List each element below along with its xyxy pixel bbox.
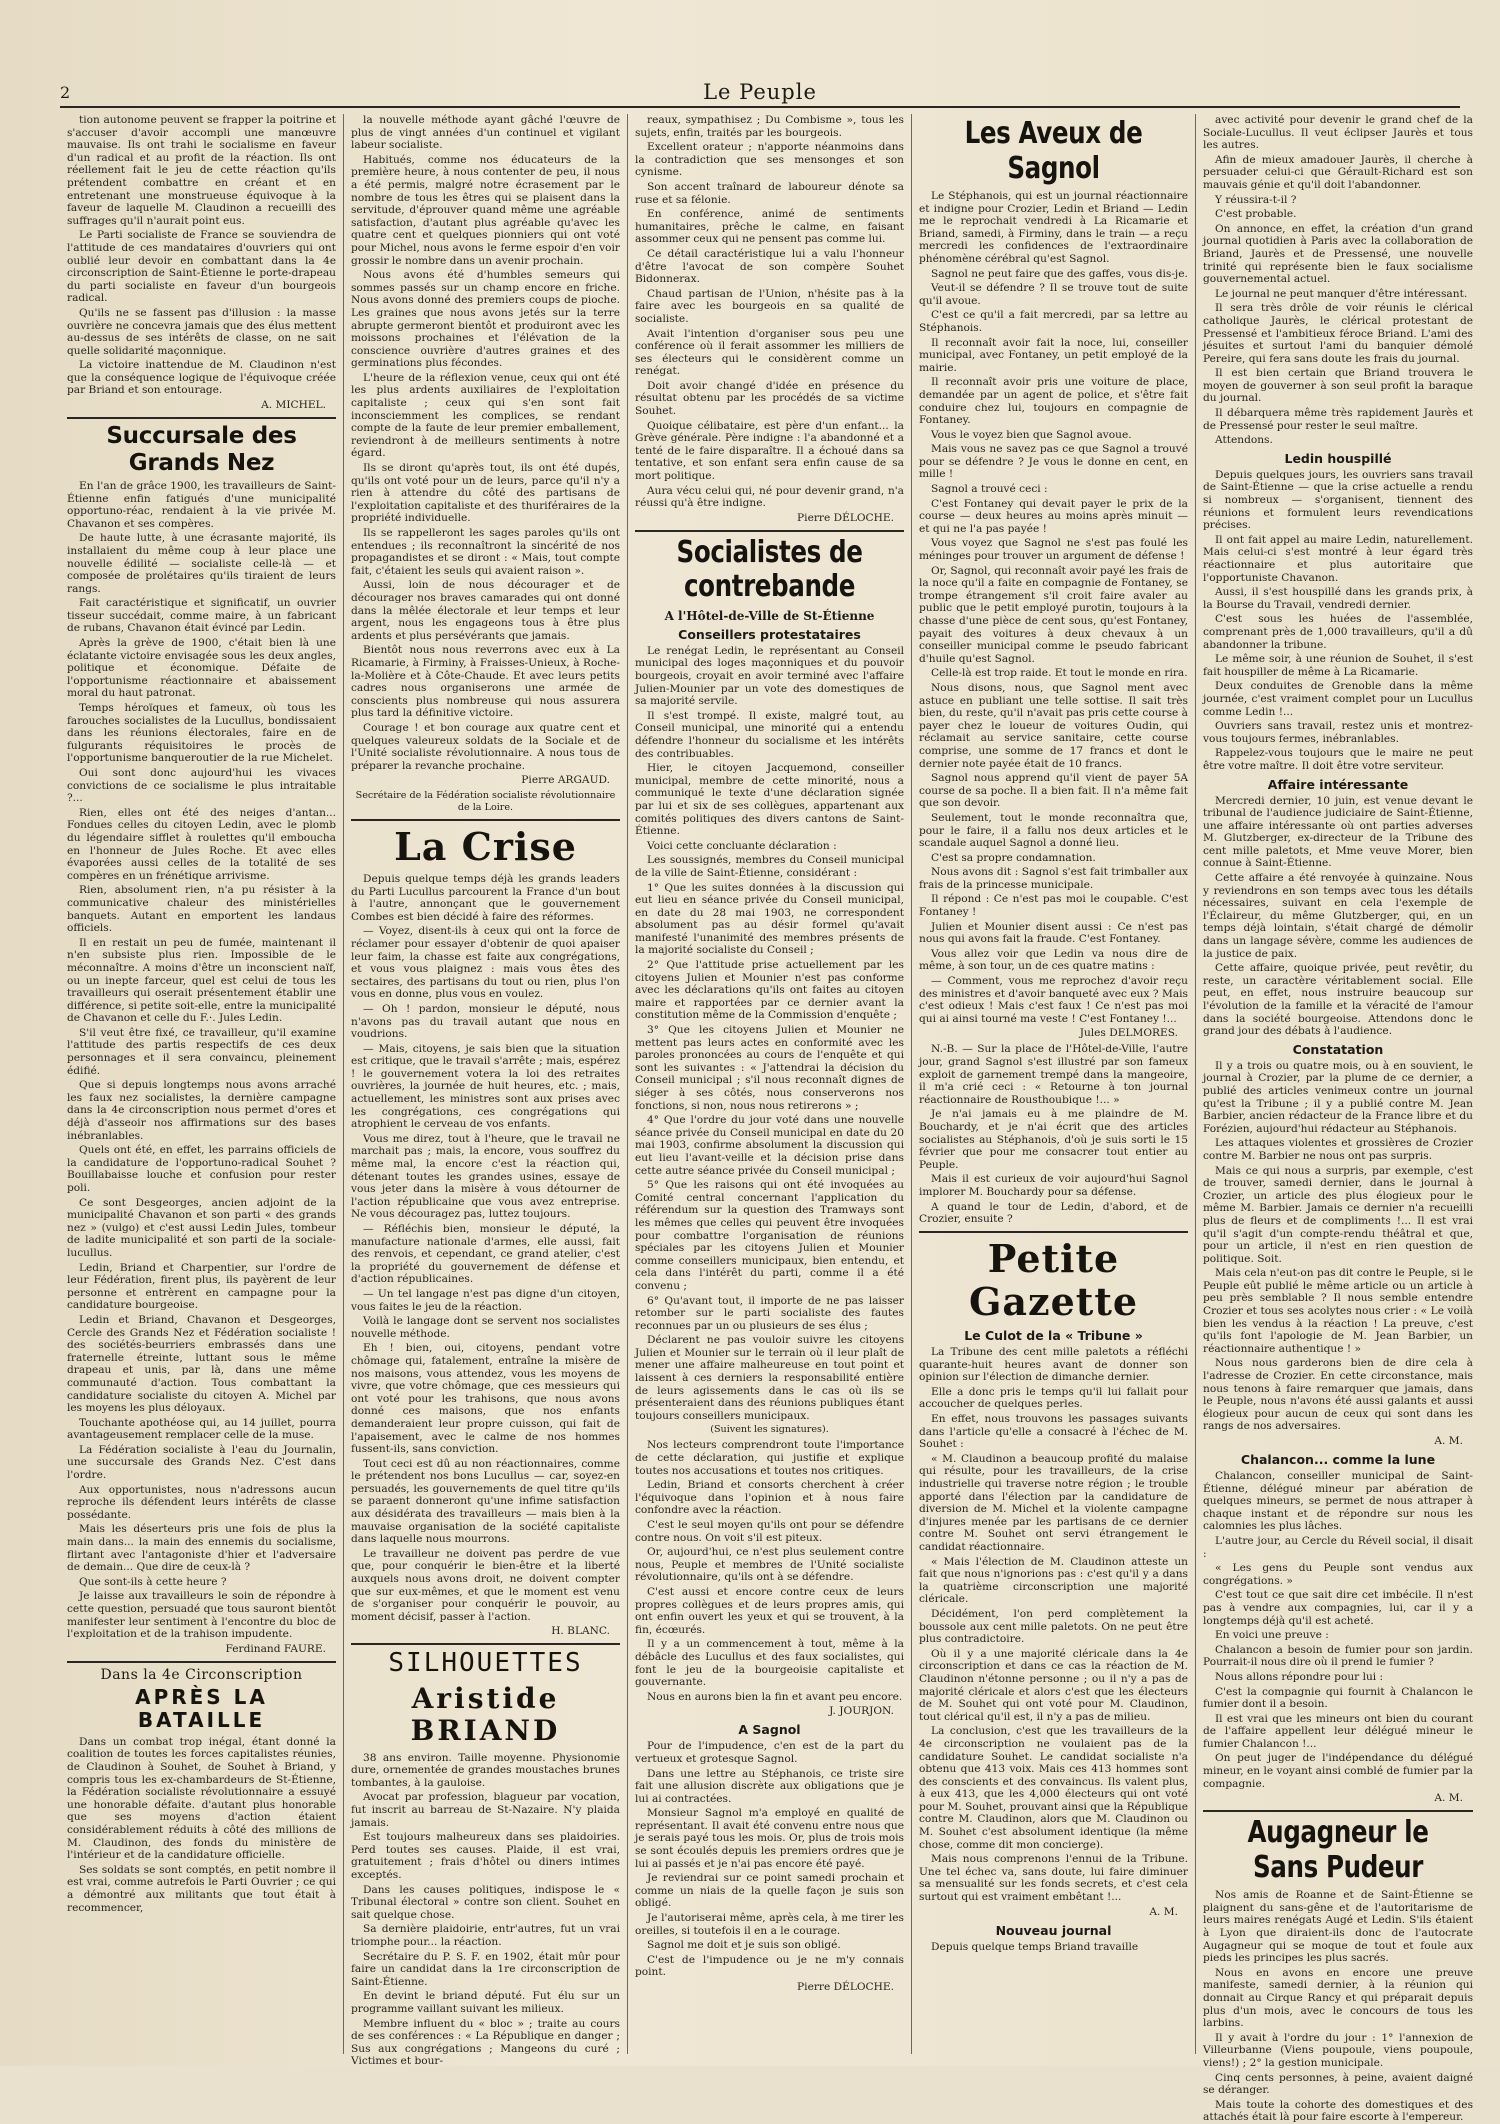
article-paragraph: Nous en avons en encore une preuve manifeste, samedi dernier, à la réunion qui donnait au Cirque Rancy et qui préparait depuis plus d'un mois, avec le concours de tous les larbins.: [1203, 1966, 1473, 2030]
article-paragraph: C'est ce qu'il a fait mercredi, par sa lettre au Stéphanois.: [919, 309, 1188, 334]
article-paragraph: Celle-là est trop raide. Et tout le monde en rira.: [931, 667, 1188, 680]
article-paragraph: reaux, sympathisez ; Du Combisme », tous les sujets, enfin, traités par les bourgeois.: [635, 114, 904, 139]
article-paragraph: Le renégat Ledin, le représentant au Conseil municipal des loges maçonniques et du pouvoir bourgeois, croyait en avoir terminé avec l'affaire Julien-Mounier par un vote des domestiques de sa majorité servile.: [635, 644, 904, 708]
article-paragraph: Depuis quelque temps déjà les grands leaders du Parti Lucullus parcourent la France d'un bout à l'autre, annonçant que le gouvernement Combes est bien décidé à faire des réformes.: [351, 872, 620, 923]
article-paragraph: Veut-il se défendre ? Il se trouve tout de suite qu'il avoue.: [919, 282, 1188, 307]
article-paragraph: C'est sous les huées de l'assemblée, comprenant près de 1,000 travailleurs, qu'il a dû abandonner la tribune.: [1203, 613, 1473, 651]
article-paragraph: Ouvriers sans travail, restez unis et montrez-vous toujours fermes, inébranlables.: [1203, 720, 1473, 745]
article-paragraph: En l'an de grâce 1900, les travailleurs de Saint-Étienne enfin fatigués d'une municipalité opportuno-réac, rendaient à la vie privée M. Chavanon et ses compères.: [67, 479, 336, 530]
article-paragraph: Vous voyez que Sagnol ne s'est pas foulé les méninges pour trouver un argument de défense !: [919, 537, 1188, 563]
article-signature: J. JOURJON.: [829, 1705, 894, 1718]
article-paragraph: Aux opportunistes, nous n'adressons aucun reproche ils défendent leurs intérêts de classe possédante.: [67, 1483, 336, 1521]
article-paragraph: Cinq cents personnes, à peine, avaient daigné se déranger.: [1203, 2071, 1473, 2097]
article-paragraph: Que sont-ils à cette heure ?: [79, 1575, 227, 1588]
article-paragraph: Y réussira-t-il ?: [1215, 193, 1297, 206]
section-subheading: Conseillers protestataires: [678, 626, 861, 642]
article-signature: Pierre DÉLOCHE.: [797, 511, 894, 524]
article-paragraph: « Les gens du Peuple sont vendus aux congrégations. »: [1203, 1562, 1473, 1587]
article-signature: A. M.: [1434, 1792, 1463, 1805]
article-paragraph: Oui sont donc aujourd'hui les vivaces convictions de ce socialisme le plus intraitable ?...: [67, 767, 336, 805]
article-paragraph: Rien, elles ont été des neiges d'antan... Fondues celles du citoyen Ledin, avec le plomb du légendaire sifflet à roulettes qu'il emboucha en l'honneur de Jules Roche. Et avec elles évaporées aussi celles de la totalité de ses compères en un frénétique arrivisme.: [67, 806, 336, 882]
section-subheading: Le Culot de la « Tribune »: [964, 1328, 1143, 1344]
article-paragraph: Les attaques violentes et grossières de Crozier contre M. Barbier ne nous ont pas surpris.: [1203, 1137, 1473, 1162]
article-paragraph: 4° Que l'ordre du jour voté dans une nouvelle séance privée du Conseil municipal en date du 20 mai 1903, confirme absolument la discussion qui eut lieu l'avant-veille et la décision prise dans cette autre séance privée du Conseil municipal ;: [635, 1114, 904, 1177]
article-headline: Petite Gazette: [968, 1235, 1139, 1325]
article-paragraph: Eh ! bien, oui, citoyens, pendant votre chômage qui, fatalement, entraîne la misère de nos maisons, vous attendez, vous les moyens de vivre, que votre chômage, que ces messieurs qui ont voté pour les trahisons, que nous avons donné ces maisons, que nos enfants demanderaient leur propre cuisson, qui fait de l'apaisement, avec le calme de nos hommes fussent-ils, sans conviction.: [351, 1342, 620, 1456]
article-paragraph: — Réfléchis bien, monsieur le député, la manufacture nationale d'armes, elle aussi, fait des renvois, et cependant, ce grand atelier, c'est la propriété du gouvernement de défense et d'action républicaines.: [351, 1223, 620, 1286]
article-paragraph: Il ont fait appel au maire Ledin, naturellement. Mais celui-ci s'est montré à leur égard très réactionnaire et plus autoritaire que l'opportuniste Chavanon.: [1203, 533, 1473, 584]
article-paragraph: 1° Que les suites données à la discussion qui eut lieu en séance privée du Conseil municipal, en date du 28 mai 1903, ne correspondent absolument pas au désir formel qu'avait manifesté l'unanimité des membres présents de la majorité socialiste du Conseil ;: [635, 881, 904, 957]
article-signature: Jules DELMORES.: [1079, 1027, 1178, 1040]
article-paragraph: Mais nous comprenons l'ennui de la Tribune. Une tel échec va, sans doute, lui faire diminuer sa mensualité sur les fonds secrets, et c'est cela surtout qui est vraiment embêtant !...: [919, 1853, 1188, 1904]
article-paragraph: 2° Que l'attitude prise actuellement par les citoyens Julien et Mounier n'est pas conforme avec les déclarations qu'ils ont faites au citoyen maire et rapportées par ce dernier avant la constitution même de la Commission d'enquête ;: [635, 959, 904, 1022]
article-paragraph: En devint le briand député. Fut élu sur un programme vaillant suivant les milieux.: [351, 1990, 620, 2015]
article-kicker: Dans la 4e Circonscription: [100, 1666, 303, 1683]
article-paragraph: Attendons.: [1215, 434, 1273, 447]
section-subheading: Constatation: [1292, 1041, 1384, 1057]
article-paragraph: Rien, absolument rien, n'a pu résister à la communicative chaleur des ministérielles banquets. Autant en emportent les landaus officiels.: [67, 884, 336, 935]
article-paragraph: Il débarquera même très rapidement Jaurès et de Pressensé pour rester le seul maître.: [1203, 407, 1473, 432]
article-paragraph: Chalancon, conseiller municipal de Saint-Étienne, délégué mineur par abération de quelques mineurs, se permet de nous attraper à chaque instant et de répondre sur nous les calomnies les plus lâches.: [1203, 1470, 1473, 1533]
article-paragraph: Sagnol nous apprend qu'il vient de payer 5A course de sa poche. Il a bien fait. Il n'a même fait que son devoir.: [919, 772, 1188, 810]
article-paragraph: Rappelez-vous toujours que le maire ne peut être votre maître. Il doit être votre serviteur.: [1203, 747, 1473, 772]
article-paragraph: « M. Claudinon a beaucoup profité du malaise qui résulte, pour les travailleurs, de la crise industrielle qui traverse notre région ; le trouble apporté dans l'élection par la candidature de diversion de M. Michel et la violente campagne d'injures menée par les partisans de ce dernier contre M. Souhet ont servi étrangement le candidat réactionnaire.: [919, 1452, 1188, 1553]
article-paragraph: A quand le tour de Ledin, d'abord, et de Crozier, ensuite ?: [919, 1200, 1188, 1226]
article-paragraph: Depuis quelques jours, les ouvriers sans travail de Saint-Étienne — que la crise actuelle a rendu si nombreux — s'organisent, tiennent des réunions et formulent leurs revendications précises.: [1203, 468, 1473, 532]
article-paragraph: C'est la compagnie qui fournit à Chalancon le fumier dont il a besoin.: [1203, 1685, 1473, 1711]
article-paragraph: N.-B. — Sur la place de l'Hôtel-de-Ville, l'autre jour, grand Sagnol s'est illustré par son fameux exploit de garnement trempé dans la mangeoire, il m'a crié ceci : « Retourne à ton journal réactionnaire de Rousthoubique !... »: [919, 1043, 1188, 1106]
article-paragraph: Il est bien certain que Briand trouvera le moyen de gouverner à son seul profit la baraque du journal.: [1203, 367, 1473, 405]
article-paragraph: — Comment, vous me reprochez d'avoir reçu des ministres et d'avoir banqueté avec eux ? Mais c'est odieux ! Mais c'est faux ! Ce n'est pas moi qui ai ainsi tourné ma veste ! C'est Fontaney !...: [919, 975, 1188, 1025]
article-paragraph: Mais vous ne savez pas ce que Sagnol a trouvé pour se défendre ? Je vous le donne en cent, en mille !: [919, 443, 1188, 481]
article-paragraph: Voilà le langage dont se servent nos socialistes nouvelle méthode.: [351, 1315, 620, 1340]
article-paragraph: Quoique célibataire, est père d'un enfant... la Grève générale. Père indigne : l'a abandonné et a tenté de le faire disparaître. Il a échoué dans sa tentative, et son enfant sera enfin cause de sa mort politique.: [635, 419, 904, 483]
article-headline: APRÈS LA BATAILLE: [135, 1684, 268, 1732]
article-paragraph: la nouvelle méthode ayant gâché l'œuvre de plus de vingt années d'un continuel et vigilant labeur socialiste.: [351, 114, 620, 152]
article-paragraph: Ce détail caractéristique lui a valu l'honneur d'être l'avocat de son compère Souhet Bidonnerax.: [635, 247, 904, 286]
article-paragraph: 5° Que les raisons qui ont été invoquées au Comité central concernant l'application du référendum sur la question des Tramways sont les mêmes que celles qui peuvent être invoquées pour combattre l'organisation de réunions spéciales par les citoyens Julien et Mounier comme conseillers municipaux, bien entendu, et cela dans l'intérêt du parti, comme il a été convenu ;: [635, 1179, 904, 1292]
article-paragraph: Déclarent ne pas vouloir suivre les citoyens Julien et Mounier sur le terrain où il leur plaît de mener une affaire malheureuse en tout point et laissent à ces derniers la responsabilité entière de leurs agissements dans le cas où ils se présenteraient dans des réunions publiques étant toujours conseillers municipaux.: [635, 1334, 904, 1422]
article-subheading: A l'Hôtel-de-Ville de St-Étienne: [664, 608, 875, 623]
article-paragraph: La victoire inattendue de M. Claudinon n'est que la conséquence logique de l'équivoque créée par Briand et son entourage.: [67, 359, 336, 397]
article-paragraph: Aussi, loin de nous décourager et de décourager nos braves camarades qui ont donné dans la mêlée électorale et leur temps et leur argent, nous les engageons tous à être plus ardents et plus persévérants que jamais.: [351, 579, 620, 642]
article-headline: SILHOUETTES: [388, 1648, 583, 1679]
article-paragraph: Temps héroïques et fameux, où tous les farouches socialistes de la Lucullus, bondissaient dans les réunions électorales, faire en de fulgurants réquisitoires le procès de l'opportunisme banqueroutier de la rue Michelet.: [67, 702, 336, 765]
article-paragraph: Le Parti socialiste de France se souviendra de l'attitude de ces mandataires d'ouvriers qui ont oublié leur devoir en combattant dans la 4e circonscription de Saint-Étienne le porte-drapeau du parti socialiste en faveur d'un bourgeois radical.: [67, 229, 336, 305]
article-paragraph: Mais ce qui nous a surpris, par exemple, c'est de trouver, samedi dernier, dans le journal à Crozier, un article des plus élogieux pour le même M. Barbier. Jamais ce dernier n'a recueilli plus de fleurs et de compliments !... Il est vrai qu'il s'agit d'un compte-rendu théâtral et que, pour un article, il n'est en rien question de politique. Soit.: [1203, 1164, 1473, 1265]
article-paragraph: Vous le voyez bien que Sagnol avoue.: [931, 428, 1132, 441]
article-paragraph: Monsieur Sagnol m'a employé en qualité de représentant. Il avait été convenu entre nous que je serais payé tous les mois. Or, plus de trois mois se sont écoulés depuis les premiers ordres que je lui ai passés et je n'ai pas encore été payé.: [635, 1807, 904, 1870]
article-signature: Pierre ARGAUD.: [521, 774, 610, 787]
article-paragraph: 38 ans environ. Taille moyenne. Physionomie dure, ornementée de grandes moustaches brunes tombantes, à la gauloise.: [351, 1751, 620, 1789]
article-paragraph: Sagnol me doit et je suis son obligé.: [647, 1939, 841, 1952]
article-headline: Aristide BRIAND: [410, 1682, 561, 1748]
article-paragraph: L'autre jour, au Cercle du Réveil social, il disait :: [1203, 1534, 1473, 1560]
article-paragraph: Est toujours malheureux dans ses plaidoiries. Perd toutes ses causes. Plaide, il est vrai, gratuitement ; frais d'hôtel ou diners intimes exceptés.: [351, 1831, 620, 1882]
article-paragraph: Le journal ne peut manquer d'être intéressant.: [1215, 287, 1468, 300]
article-signature: A. M.: [1149, 1905, 1178, 1918]
article-paragraph: Touchante apothéose qui, au 14 juillet, pourra avantageusement remplacer celle de la muse.: [67, 1416, 336, 1442]
article-paragraph: C'est de l'impudence ou je ne m'y connais point.: [635, 1953, 904, 1979]
article-paragraph: Pour de l'impudence, c'en est de la part du vertueux et grotesque Sagnol.: [635, 1740, 904, 1765]
section-subheading: Nouveau journal: [995, 1922, 1112, 1938]
article-paragraph: 3° Que les citoyens Julien et Mounier ne mettent pas leurs actes en conformité avec les paroles prononcées au cours de l'enquête et qui sont les suivantes : « J'attendrai la décision du Conseil municipal ; s'il nous reconnaît dignes de siéger à ses côtés, nous conserverons nos fonctions, si non, nous nous retirerons » ;: [635, 1024, 904, 1112]
article-paragraph: Ils se rappelleront les sages paroles qu'ils ont entendues ; ils reconnaîtront la sincérité de nos propagandistes et se diront : « Mais, tout compte fait, c'étaient les seuls qui avaient raison ».: [351, 527, 620, 577]
article-paragraph: Nous avons dit : Sagnol s'est fait trimballer aux frais de la princesse municipale.: [919, 866, 1188, 891]
article-paragraph: Depuis quelque temps Briand travaille: [931, 1940, 1139, 1953]
article-paragraph: Habitués, comme nos éducateurs de la première heure, à nous contenter de peu, il nous a été permis, malgré notre écrasement par le nombre de tous les êtres qui se plaisent dans la servitude, d'éprouver quand même une agréable satisfaction, d'autant plus agréable qu'avec les quatre cent et quelques pionniers qui ont voté pour Michel, nous avons le ferme espoir d'en voir grossir le nombre dans un avenir prochain.: [351, 153, 620, 267]
article-paragraph: Il reconnaît avoir fait la noce, lui, conseiller municipal, avec Fontaney, un petit employé de la mairie.: [919, 336, 1188, 374]
article-paragraph: Avocat par profession, blagueur par vocation, fut inscrit au barreau de St-Nazaire. N'y plaida jamais.: [351, 1791, 620, 1829]
article-paragraph: Je laisse aux travailleurs le soin de répondre à cette question, persuadé que tous sauront bientôt manifester leur sentiment à l'encontre du bloc de l'exploitation et de la trahison impudente.: [67, 1590, 336, 1641]
article-paragraph: Mais les déserteurs pris une fois de plus la main dans... la main des ennemis du socialisme, flirtant avec l'antagoniste d'hier et l'adversaire de demain... Que dire de ceux-là ?: [67, 1523, 336, 1574]
column-5: [1196, 114, 1480, 2124]
article-paragraph: Que si depuis longtemps nous avons arraché les faux nez socialistes, la dernière campagne dans la 4e circonscription nous permet d'ores et déjà d'asseoir nos affirmations sur des bases inébranlables.: [67, 1079, 336, 1142]
article-paragraph: 6° Qu'avant tout, il importe de ne pas laisser retomber sur le parti socialiste des fautes reconnues par un ou plusieurs de ses élus ;: [635, 1294, 904, 1332]
column-rule: [351, 1643, 620, 1645]
column-rule: [635, 530, 904, 532]
article-paragraph: S'il veut être fixé, ce travailleur, qu'il examine l'attitude des partis respectifs de ces deux personnages et il sera convaincu, pleinement édifié.: [67, 1026, 336, 1077]
article-paragraph: C'est probable.: [1215, 208, 1297, 221]
article-paragraph: Il sera très drôle de voir réunis le clérical catholique Jaurès, le clérical protestant de Pressensé et l'ambitieux féroce Briand. L'ami des jésuites et surtout l'ami du banquier démolé Pereire, qui fera sans doute les frais du journal.: [1203, 302, 1473, 365]
article-paragraph: Elle a donc pris le temps qu'il lui fallait pour accoucher de quelques perles.: [919, 1385, 1188, 1411]
article-paragraph: C'est aussi et encore contre ceux de leurs propres collègues et de leurs propres amis, qui ont enfin ouvert les yeux et qui se trouvent, à la fin, écœurés.: [635, 1585, 904, 1636]
article-paragraph: — Mais, citoyens, je sais bien que la situation est critique, que le travail s'arrête ; mais, espérez ! le gouvernement votera la loi des retraites ouvrières, la journée de huit heures, etc. ; mais, actuellement, les ministres sont aux prises avec les congrégations, ces congrégations qui atrophient le cerveau de vos enfants.: [351, 1042, 620, 1131]
article-paragraph: Or, aujourd'hui, ce n'est plus seulement contre nous, Peuple et membres de l'Unité socialiste révolutionnaire, qu'ils ont à se défendre.: [635, 1546, 904, 1584]
column-rule: [351, 819, 620, 821]
article-paragraph: Afin de mieux amadouer Jaurès, il cherche à persuader celui-ci que Gérault-Richard est son mauvais génie et qu'il doit l'abandonner.: [1203, 153, 1473, 191]
article-paragraph: Mais toute la cohorte des domestiques et des attachés était là pour faire escorte à l'empereur.: [1203, 2098, 1473, 2124]
article-signature: Pierre DÉLOCHE.: [797, 1981, 894, 1993]
article-paragraph: « Mais l'élection de M. Claudinon atteste un fait que nous n'ignorions pas : c'est qu'il y a dans la quatrième circonscription une majorité cléricale.: [919, 1555, 1188, 1606]
article-paragraph: Aura vécu celui qui, né pour devenir grand, n'a réussi qu'à être indigne.: [635, 484, 904, 510]
article-paragraph: Il y avait à l'ordre du jour : 1° l'annexion de Villeurbanne (Viens poupoule, viens poupoule, viens!) ; 2° la gestion municipale.: [1203, 2031, 1473, 2069]
column-rule: [1203, 1810, 1473, 1812]
column-1: [60, 114, 344, 2054]
article-paragraph: Il est vrai que les mineurs ont bien du courant de l'affaire appellent leur délégué mineur le fumier Chalancon !...: [1203, 1712, 1473, 1750]
article-paragraph: Je n'ai jamais eu à me plaindre de M. Bouchardy, et je n'ai écrit que des articles socialistes au Stéphanois, d'où je suis sorti le 15 février que pour me consacrer tout entier au Peuple.: [919, 1108, 1188, 1171]
columns: [60, 114, 1480, 2124]
article-paragraph: C'est Fontaney qui devait payer le prix de la course — deux heures au moins après minuit — et qui ne l'a pas payée !: [919, 497, 1188, 535]
article-paragraph: Nous avons été d'humbles semeurs qui sommes passés sur un champ encore en friche. Nous avons donné des premiers coups de pioche. Les graines que nous avons jetés sur la terre abrupte germeront bientôt et produiront avec les moissons prochaines et l'élévation de la conscience ouvrière d'autres graines et des germinations plus fécondes.: [351, 269, 620, 370]
article-paragraph: Avait l'intention d'organiser sous peu une conférence où il ferait assommer les milliers de ses électeurs qui le considèrent comme un renégat.: [635, 327, 904, 378]
article-paragraph: Quels ont été, en effet, les parrains officiels de la candidature de l'opportuno-radical Souhet ? Bouillabaisse louche et confusion pour rester poli.: [67, 1144, 336, 1194]
column-rule: [67, 1661, 336, 1663]
article-paragraph: Le même soir, à une réunion de Souhet, il s'est fait houspiller de même à La Ricamarie.: [1203, 653, 1473, 678]
article-paragraph: Doit avoir changé d'idée en présence du résultat obtenu par les procédés de sa victime Souhet.: [635, 379, 904, 418]
article-paragraph: Ledin, Briand et consorts cherchent à créer l'équivoque dans l'opinion et à nous faire confondre avec la réaction.: [635, 1479, 904, 1517]
section-subheading: Affaire intéressante: [1267, 776, 1409, 792]
article-paragraph: Deux conduites de Grenoble dans la même journée, c'est vraiment complet pour un Lucullus comme Ledin !...: [1203, 680, 1473, 718]
article-paragraph: En voici une preuve :: [1215, 1629, 1329, 1642]
article-paragraph: Julien et Mounier disent aussi : Ce n'est pas nous qui avons fait la fraude. C'est Fontaney.: [919, 920, 1188, 946]
article-paragraph: Nous disons, nous, que Sagnol ment avec astuce en publiant une telle sottise. Il sait très bien, du reste, qu'il n'avait pas pris cette course à payer chez le loueur de voitures Oudin, qui réclamait au service sanitaire, cette course comprise, une somme de 17 francs et dont le dernier note payée était de 10 francs.: [919, 681, 1188, 770]
article-paragraph: C'est le seul moyen qu'ils ont pour se défendre contre nous. On voit s'il est piteux.: [635, 1519, 904, 1544]
section-subheading: A Sagnol: [738, 1722, 801, 1738]
article-paragraph: Nous nous garderons bien de dire cela à l'adresse de Crozier. En cette circonstance, mais nous tenons à faire remarquer que jamais, dans le Peuple, nous n'avons été aussi galants et aussi élogieux pour aucun de ceux qui sont dans les rangs de nos adversaires.: [1203, 1357, 1473, 1433]
article-paragraph: La Tribune des cent mille paletots a réfléchi quarante-huit heures avant de donner son opinion sur l'élection de dimanche dernier.: [919, 1346, 1188, 1384]
article-paragraph: Nos amis de Roanne et de Saint-Étienne se plaignent du sans-gêne et de l'autoritarisme de leurs maires renégats Augé et Ledin. S'ils étaient à Lyon que diraient-ils donc de l'autocrate Augagneur qui se moque de tout et foule aux pieds les principes les plus sacrés.: [1203, 1889, 1473, 1965]
article-paragraph: Fait caractéristique et significatif, un ouvrier tisseur succédait, comme maire, à un fabricant de rubans, Chavanon était évincé par Ledin.: [67, 597, 336, 635]
article-paragraph: Nous en aurons bien la fin et avant peu encore.: [647, 1690, 903, 1703]
article-paragraph: Dans une lettre au Stéphanois, ce triste sire fait une allusion discrète aux obligations que je lui ai contractées.: [635, 1767, 904, 1805]
article-paragraph: Mercredi dernier, 10 juin, est venue devant le tribunal de l'audience judiciaire de Saint-Étienne, une affaire intéressante où ont parties adverses M. Glutzberger, ex-directeur de la Tribune des cent mille paletots, et Mme veuve Morer, bien connue à Saint-Étienne.: [1203, 794, 1473, 870]
article-paragraph: Courage ! et bon courage aux quatre cent et quelques valeureux soldats de la Sociale et de l'Unité socialiste révolutionnaire. A nous tous de préparer la revanche prochaine.: [351, 721, 620, 772]
article-paragraph: Ledin, Briand et Charpentier, sur l'ordre de leur Fédération, firent plus, ils payèrent de leur personne et entrèrent en campagne pour la candidature bourgeoise.: [67, 1261, 336, 1312]
article-paragraph: C'est sa propre condamnation.: [931, 851, 1096, 864]
article-paragraph: — Oh ! pardon, monsieur le député, nous n'avons pas du travail autant que nous en voudrions.: [351, 1002, 620, 1041]
article-signature: Secrétaire de la Fédération socialiste révolutionnaire de la Loire.: [355, 790, 616, 814]
masthead: [60, 78, 1460, 108]
article-paragraph: En effet, nous trouvons les passages suivants dans l'article qu'elle a consacré à l'échec de M. Souhet :: [919, 1413, 1188, 1451]
article-paragraph: Ce sont Desgeorges, ancien adjoint de la municipalité Chavanon et son parti « des grands nez » (vulgo) et c'est aussi Ledin Jules, tombeur de ladite municipalité et son parti de la sociale-lucullus.: [67, 1196, 336, 1259]
article-paragraph: Mais cela n'eut-on pas dit contre le Peuple, si le Peuple eût publié le même article ou un article à peu près semblable ? Il nous semble entendre Crozier et tous ses acolytes nous crier : « Le voilà bien les vendus à la réaction ! La preuve, c'est qu'ils font l'apologie de M. Jean Barbier, un réactionnaire authentique ! »: [1203, 1267, 1473, 1355]
article-headline: Augagneur le Sans Pudeur: [1247, 1815, 1429, 1885]
article-paragraph: Excellent orateur ; n'apporte néanmoins dans la contradiction que ses mensonges et son cynisme.: [635, 141, 904, 179]
article-paragraph: avec activité pour devenir le grand chef de la Sociale-Lucullus. Il veut éclipser Jaurès et tous les autres.: [1203, 114, 1473, 152]
article-paragraph: On peut juger de l'indépendance du délégué mineur, en le voyant ainsi comblé de fumier par la compagnie.: [1203, 1752, 1473, 1790]
article-paragraph: L'heure de la réflexion venue, ceux qui ont été les plus ardents auxiliaires de l'exploitation capitaliste ; ceux qui s'en sont fait inconsciemment les complices, se rendant compte de la faute de leur premier emballement, reviendront à de meilleurs sentiments à notre égard.: [351, 371, 620, 460]
article-paragraph: Le Stéphanois, qui est un journal réactionnaire et indigne pour Crozier, Ledin et Briand — Ledin me le reprochait vendredi à La Ricamarie et Briand, samedi, à Firminy, dans le train — a reçu mercredi les confidences de l'extraordinaire phénomène cérébral qu'est Sagnol.: [919, 190, 1188, 265]
article-paragraph: Après la grève de 1900, c'était bien là une éclatante victoire envisagée sous les deux angles, politique et économique. Défaite de l'opportunisme réactionnaire et abaissement moral du haut patronat.: [67, 637, 336, 700]
article-paragraph: — Un tel langage n'est pas digne d'un citoyen, vous faites le jeu de la réaction.: [351, 1287, 620, 1313]
article-paragraph: On annonce, en effet, la création d'un grand journal quotidien à Paris avec la collaboration de Briand, Jaurès et de Pressensé, une nouvelle trinité qui représente bien le faux socialisme gouvernemental actuel.: [1203, 222, 1473, 286]
article-paragraph: Nous allons répondre pour lui :: [1215, 1670, 1384, 1683]
article-signature: A. MICHEL.: [261, 399, 326, 412]
article-paragraph: Il reconnaît avoir pris une voiture de place, demandée par un agent de police, et s'être fait conduire chez lui, toujours en compagnie de Fontaney.: [919, 376, 1188, 427]
article-paragraph: Cette affaire a été renvoyée à quinzaine. Nous y reviendrons en son temps avec tous les détails nécessaires, suivant en cela l'exemple de l'Éclaireur, du même Glutzberger, qui, en un temps déjà lointain, s'était chargé de démolir dans un langage sévère, comme les audiences de la justice de paix.: [1203, 872, 1473, 960]
article-paragraph: Cette affaire, quoique privée, peut revêtir, du reste, un caractère véritablement social. Elle peut, en effet, nous instruire beaucoup sur l'évolution de la famille et la véracité de l'amour dans la société bourgeoise. Attendons donc le grand jour des débats à l'audience.: [1203, 962, 1473, 1038]
article-paragraph: — Voyez, disent-ils à ceux qui ont la force de réclamer pour essayer d'obtenir de quoi apaiser leur faim, la chasse est faite aux congrégations, et vous vous plaignez : mais vous êtes des sectaires, des partisans du tout ou rien, plus l'on vous en donne, plus vous en voulez.: [351, 925, 620, 1001]
article-paragraph: Où il y a une majorité cléricale dans la 4e circonscription et dans ce cas la réaction de M. Claudinon n'étonne personne ; ou il n'y a pas de majorité cléricale et alors c'est que les électeurs de M. Souhet qui ont voté pour M. Claudinon, tout clérical qu'il est, il n'y a pas de milieu.: [919, 1647, 1188, 1723]
article-paragraph: De haute lutte, à une écrasante majorité, ils installaient du même coup à leur place une nouvelle édilité — socialiste celle-là — et composée de prolétaires qu'ils tiraient de leurs rangs.: [67, 532, 336, 595]
article-headline: Les Aveux de Sagnol: [964, 116, 1143, 186]
article-paragraph: Chalancon a besoin de fumier pour son jardin. Pourrait-il nous dire où il prend le fumier ?: [1203, 1643, 1473, 1669]
article-paragraph: Ledin et Briand, Chavanon et Desgeorges, Cercle des Grands Nez et Fédération socialiste ! des sociétés-beurriers embrassés dans une fraternelle étreinte, luttant sous le même drapeau et unis, par là, dans une même communauté d'action. Tous combattant la candidature socialiste du citoyen A. Michel par les moyens les plus déloyaux.: [67, 1313, 336, 1415]
article-signature: Ferdinand FAURE.: [225, 1642, 326, 1655]
article-paragraph: Sagnol ne peut faire que des gaffes, vous dis-je.: [931, 267, 1188, 280]
article-paragraph: Ses soldats se sont comptés, en petit nombre il est vrai, comme autrefois le Parti Ouvrier ; ce qui a démontré aux militants que tout était à recommencer,: [67, 1863, 336, 1914]
newspaper-title: Le Peuple: [703, 80, 817, 104]
article-paragraph: Voici cette concluante déclaration :: [647, 839, 837, 852]
article-headline: Socialistes de contrebande: [676, 534, 863, 605]
article-paragraph: Les soussignés, membres du Conseil municipal de la ville de Saint-Étienne, considérant :: [635, 854, 904, 879]
section-subheading: Chalancon... comme la lune: [1240, 1452, 1436, 1467]
page-number: 2: [60, 82, 71, 102]
article-headline: La Crise: [394, 824, 577, 870]
section-subheading: Ledin houspillé: [1284, 450, 1392, 466]
article-headline: Succursale des Grands Nez: [106, 423, 297, 476]
article-paragraph: Je reviendrai sur ce point samedi prochain et comme un niais de la quelle façon je suis son obligé.: [635, 1872, 904, 1910]
article-paragraph: Dans les causes politiques, indispose le « Tribunal électoral » contre son client. Souhet en sait quelque chose.: [351, 1883, 620, 1921]
article-paragraph: En conférence, animé de sentiments humanitaires, prêche le calme, en faisant assommer ceux qui ne pensent pas comme lui.: [635, 208, 904, 246]
article-paragraph: Je l'autoriserai même, après cela, à me tirer les oreilles, si toutefois il en a le courage.: [635, 1912, 904, 1937]
column-2: [344, 114, 628, 2068]
article-paragraph: Ils se diront qu'après tout, ils ont été dupés, qu'ils ont voté pour un de leurs, parce qu'il n'y a rien à attendre du côté des partisans de l'exploitation capitaliste et des thuriféraires de la propriété individuelle.: [351, 462, 620, 525]
article-paragraph: Il en restait un peu de fumée, maintenant il n'en subsiste plus rien. Impossible de le méconnaître. A moins d'être un inconscient naïf, ou un inepte farceur, quel est celui de tous les travailleurs qui oserait présentement établir une différence, si petite soit-elle, entre la municipalité de Chavanon et celle du F.·. Jules Ledin.: [67, 936, 336, 1025]
article-paragraph: Il y a un commencement à tout, même à la débâcle des Lucullus et des faux socialistes, qui font le jeu de la bourgeoisie capitaliste et gouvernante.: [635, 1638, 904, 1689]
article-signature: H. BLANC.: [551, 1625, 610, 1638]
article-paragraph: Membre influent du « bloc » ; traite au cours de ses conférences : « La République en danger ; Sus aux congrégations ; Mangeons du curé ; Victimes et bour-: [351, 2017, 620, 2068]
article-paragraph: La conclusion, c'est que les travailleurs de la 4e circonscription ne voulaient pas de la candidature Souhet. Le candidat socialiste n'a obtenu que 413 voix. Mais ces 413 hommes sont des conscients et des convaincus. Ils valent plus, à eux 413, que les 4,000 électeurs qui ont voté pour M. Souhet, prouvant ainsi que la République contre M. Claudinon, alors que M. Claudinon ou M. Souhet c'est absolument identique (la même chose, comme dit mon concierge).: [919, 1725, 1188, 1851]
article-paragraph: Sa dernière plaidoirie, entr'autres, fut un vrai triomphe pour... la réaction.: [351, 1923, 620, 1948]
column-rule: [67, 417, 336, 419]
article-paragraph: Il y a trois ou quatre mois, ou à en souvient, le journal à Crozier, par la plume de ce dernier, a publié des articles venimeux contre un journal qu'est la Tribune ; il y a publié contre M. Jean Barbier, ancien rédacteur de la France libre et du Forézien, aujourd'hui rédacteur au Stéphanois.: [1203, 1059, 1473, 1135]
article-paragraph: Mais il est curieux de voir aujourd'hui Sagnol implorer M. Bouchardy pour sa défense.: [919, 1173, 1188, 1198]
column-rule: [919, 1231, 1188, 1233]
article-paragraph: Le travailleur ne doivent pas perdre de vue que, pour conquérir le bien-être et la liberté auxquels nous avons droit, ne doivent compter que sur eux-mêmes, et que le moment est venu de s'organiser pour conquérir le pouvoir, au moment décisif, passer à l'action.: [351, 1547, 620, 1623]
article-paragraph: Hier, le citoyen Jacquemond, conseiller municipal, membre de cette minorité, nous a communiqué le texte d'une déclaration signée par lui et six de ses collègues, appartenant aux comités politiques des divers cantons de Saint-Étienne.: [635, 762, 904, 838]
article-signature: (Suivent les signatures).: [710, 1424, 829, 1436]
article-paragraph: Dans un combat trop inégal, étant donné la coalition de toutes les forces capitalistes réunies, de Claudinon à Souhet, de Souhet à Briand, y compris tous les ex-chambardeurs de St-Étienne, la Fédération socialiste révolutionnaire a essuyé une honorable défaite. d'autant plus honorable que ses moyens d'action étaient considérablement réduits à côté des millions de M. Claudinon, des fonds du ministère de l'intérieur et de la candidature officielle.: [67, 1735, 336, 1862]
article-paragraph: Seulement, tout le monde reconnaîtra que, pour le faire, il a fallu nos deux articles et le scandale auquel Sagnol a donné lieu.: [919, 811, 1188, 850]
article-paragraph: Décidément, l'on perd complètement la boussole aux cent mille paletots. On ne peut être plus contradictoire.: [919, 1607, 1188, 1646]
article-paragraph: Chaud partisan de l'Union, n'hésite pas à la faire avec les bourgeois en sa qualité de socialiste.: [635, 287, 904, 325]
article-paragraph: Secrétaire du P. S. F. en 1902, était mûr pour faire un candidat dans la 1re circonscription de Saint-Étienne.: [351, 1950, 620, 1988]
article-paragraph: Tout ceci est dû au non réactionnaires, comme le prétendent nos bons Lucullus — car, soyez-en persuadés, les gouvernements de quel titre qu'ils se paraent donneront qu'une infime satisfaction aux désidérata des travailleurs — mais bien à la mauvaise organisation de la société capitaliste dans laquelle nous mourrons.: [351, 1457, 620, 1546]
article-paragraph: Il s'est trompé. Il existe, malgré tout, au Conseil municipal, une minorité qui a entendu défendre l'honneur du socialisme et les intérêts des contribuables.: [635, 709, 904, 760]
article-paragraph: Bientôt nous nous reverrons avec eux à La Ricamarie, à Firminy, à Fraisses-Unieux, à Roche-la-Molière et à Côte-Chaude. Et avec leurs petits cadres nous organiserons une armée de conscients plus nombreuse qui nous assurera plus tard la définitive victoire.: [351, 644, 620, 720]
article-paragraph: Son accent traînard de laboureur dénote sa ruse et sa félonie.: [635, 180, 904, 206]
article-paragraph: Sagnol a trouvé ceci :: [931, 483, 1048, 496]
article-paragraph: Qu'ils ne se fassent pas d'illusion : la masse ouvrière ne concevra jamais que des élus mettent au-dessus de ses intérêts de classe, on ne sait quelle solidarité maçonnique.: [67, 306, 336, 357]
article-paragraph: C'est tout ce que sait dire cet imbécile. Il n'est pas à vendre aux compagnies, lui, car il y a longtemps déjà qu'il est acheté.: [1203, 1589, 1473, 1627]
article-paragraph: Nos lecteurs comprendront toute l'importance de cette déclaration, qui justifie et explique toutes nos accusations et toutes nos critiques.: [635, 1439, 904, 1477]
article-paragraph: Or, Sagnol, qui reconnaît avoir payé les frais de la noce qu'il a faite en compagnie de Fontaney, se trompe étrangement s'il croit faire avaler au public que le petit employé purotin, toujours à la chasse d'une pièce de cent sous, qu'est Fontaney, payait des voitures à deux chevaux à un conseiller municipal comme le pseudo fabricant d'huile qu'est Sagnol.: [919, 564, 1188, 665]
article-paragraph: Aussi, il s'est houspillé dans les grands prix, à la Bourse du Travail, vendredi dernier.: [1203, 586, 1473, 611]
article-paragraph: La Fédération socialiste à l'eau du Journalin, une succursale des Grands Nez. C'est dans l'ordre.: [67, 1443, 336, 1482]
article-paragraph: Vous allez voir que Ledin va nous dire de même, à son tour, un de ces quatre matins :: [919, 947, 1188, 973]
article-signature: A. M.: [1434, 1435, 1463, 1447]
column-4: [912, 114, 1196, 2054]
article-paragraph: Il répond : Ce n'est pas moi le coupable. C'est Fontaney !: [919, 893, 1188, 919]
column-3: [628, 114, 912, 2054]
article-paragraph: tion autonome peuvent se frapper la poitrine et s'accuser d'avoir accompli une manœuvre mauvaise. Ils ont trahi le socialisme en faveur d'un radical et au profit de la réaction. Ils ont réellement fait le jeu de cette réaction qu'ils prétendent combattre en créant et en entretenant une monstrueuse équivoque à la faveur de laquelle M. Claudinon a recueilli des suffrages qu'il n'aurait point eus.: [67, 114, 336, 227]
article-paragraph: Vous me direz, tout à l'heure, que le travail ne marchait pas ; mais, la encore, vous souffrez du même mal, la encore c'est la réaction qui, détenant toutes les grandes usines, essaye de vous jeter dans la misère à vous détourner de l'action républicaine que vous avez entreprise. Ne vous découragez pas, luttez toujours.: [351, 1132, 620, 1221]
